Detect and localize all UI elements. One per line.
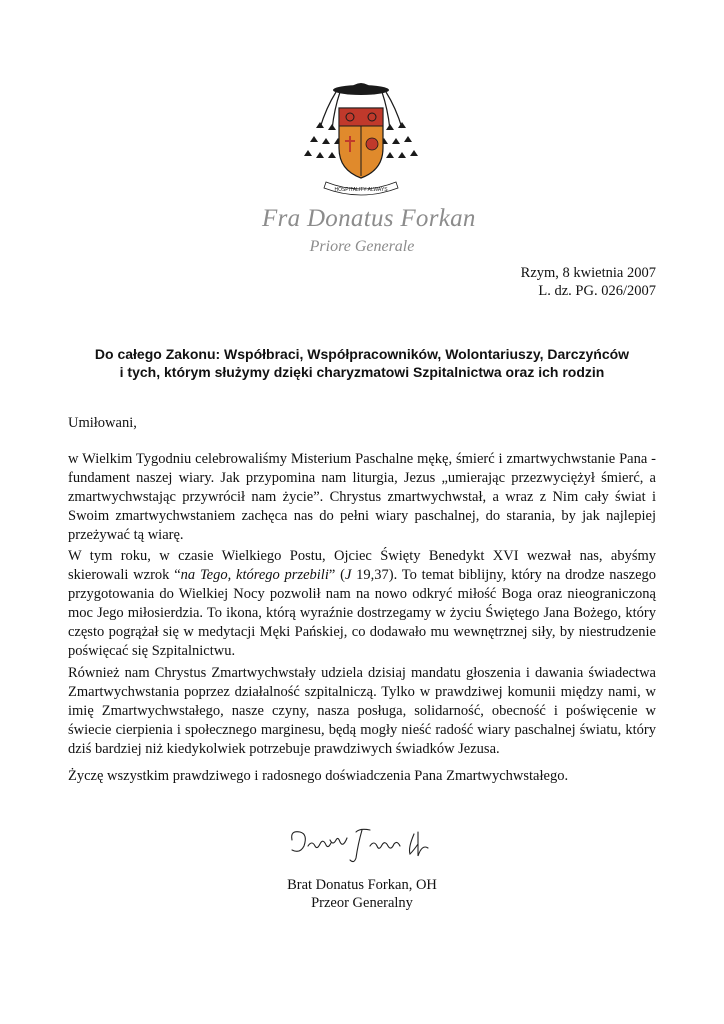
paragraph-2 <box>68 547 656 661</box>
p2-text-mid: ” ( <box>328 567 345 583</box>
salutation: Umiłowani, <box>68 415 137 431</box>
signer-role: Przeor Generalny <box>311 895 413 911</box>
reference-number: L. dz. PG. 026/2007 <box>538 283 656 299</box>
letterhead-title: Priore Generale <box>309 238 415 255</box>
p2-ref-book: J <box>344 567 352 583</box>
handwritten-signature <box>286 820 446 870</box>
signer-block <box>232 876 492 912</box>
coat-of-arms-icon <box>296 78 426 200</box>
signer-name: Brat Donatus Forkan, OH <box>287 877 437 893</box>
p2-text-before: W tym roku, w czasie Wielkiego Postu, Ojciec Święty Benedykt XVI wezwał nas, abyśmy skierowali wzrok “ <box>68 548 656 583</box>
svg-text:HOSPITALITY ALWAYS: HOSPITALITY ALWAYS <box>334 187 388 193</box>
date-block <box>521 264 656 300</box>
place-date: Rzym, 8 kwietnia 2007 <box>520 265 656 281</box>
heading-line-2: i tych, którym służymy dzięki charyzmatowi Szpitalnictwa oraz ich rodzin <box>119 364 605 380</box>
letterhead-name: Fra Donatus Forkan <box>262 205 476 232</box>
p2-text-after: 19,37). To temat biblijny, który na drodze naszego przygotowania do Wielkiej Nocy pozwolił nam na nowo odkryć miłość Boga oraz nieograniczoną moc Jego miłosierdzia. To ikona, którą wyraźnie dostrzegamy w życiu Świętego Jana Bożego, który często pogrążał się w medytacji Męki Pańskiej, co dodawało mu wewnętrznej siły, by niestrudzenie poświęcać się Szpitalnictwu. <box>68 567 657 659</box>
paragraph-1: w Wielkim Tygodniu celebrowaliśmy Misterium Paschalne mękę, śmierć i zmartwychwstanie Pana - fundament naszej wiary. Jak przypomina nam liturgia, Jezus „umierając przezwyciężył śmierć, a zmartwychwstając przywrócił nam życie”. Chrystus zmartwychwstał, a wraz z Nim cały świat i Swoim zmartwychwstaniem zachęca nas do pełni wiary paschalnej, do starania, by jak najlepiej przeżywać tą wiarę. <box>68 451 656 543</box>
heading-line-1: Do całego Zakonu: Współbraci, Współpracowników, Wolontariuszy, Darczyńców <box>94 346 630 362</box>
paragraph-3: Również nam Chrystus Zmartwychwstały udziela dzisiaj mandatu głoszenia i dawania świadectwa Zmartwychwstania poprzez działalność szpitalniczą. Tylko w prawdziwej komunii między nami, w imię Zmartwychwstałego, nasze czyny, nasza posługa, solidarność, obecność i poświęcenie w świecie cierpienia i społecznego marginesu, będą mogły nieść radość wiary paschalnej światu, który dziś bardziej niż kiedykolwiek potrzebuje prawdziwych świadków Jezusa. <box>68 665 656 757</box>
letter-heading <box>60 345 664 381</box>
p2-quote: na Tego, którego przebili <box>180 567 329 583</box>
paragraph-4: Życzę wszystkim prawdziwego i radosnego doświadczenia Pana Zmartwychwstałego. <box>68 768 569 784</box>
